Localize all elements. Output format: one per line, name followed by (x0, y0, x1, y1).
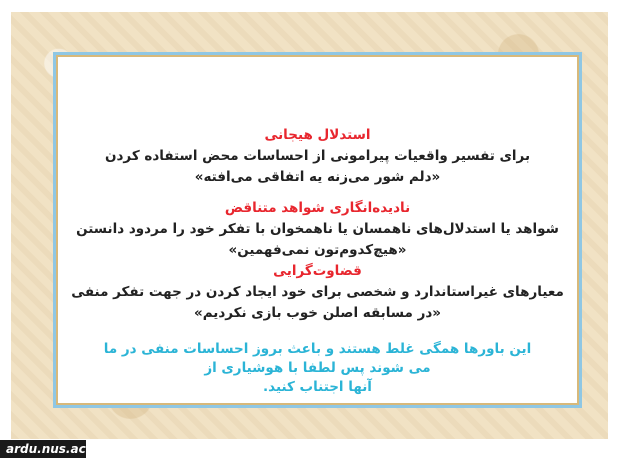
slide-background (11, 12, 608, 439)
conclusion-line1: این باورها همگی غلط هستند و باعث بروز احساسات منفی در ما می شوند پس لطفا با هوشیاری از (103, 341, 532, 376)
section3-title: قضاوت‌گرایی (273, 263, 362, 279)
section2-title: نادیده‌انگاری شواهد متناقض (224, 200, 411, 216)
section1-title: استدلال هیجانی (264, 127, 371, 143)
section2-quote: «هیچ‌کدوم‌تون نمی‌فهمین» (228, 242, 407, 258)
section1-body: برای تفسیر واقعیات پیرامونی از احساسات محض استفاده کردن (104, 148, 531, 164)
section1-quote: «دلم شور می‌زنه یه اتفاقی می‌افته» (194, 169, 441, 185)
content-text (56, 125, 579, 397)
section2-body: شواهد یا استدلال‌های ناهمسان یا ناهمخوان با تفکر خود را مردود دانستن (76, 221, 559, 237)
conclusion-line2: آنها اجتناب کنید. (263, 379, 372, 395)
spacer (56, 188, 579, 198)
conclusion (56, 340, 579, 397)
content-frame (53, 52, 582, 408)
site-watermark: ardu.nus.ac.ir (0, 440, 86, 458)
section3-quote: «در مسابقه اصلن خوب بازی نکردیم» (193, 305, 442, 321)
section3-body: معیارهای غیراستاندارد و شخصی برای خود ایجاد کردن در جهت تفکر منفی (71, 284, 564, 300)
